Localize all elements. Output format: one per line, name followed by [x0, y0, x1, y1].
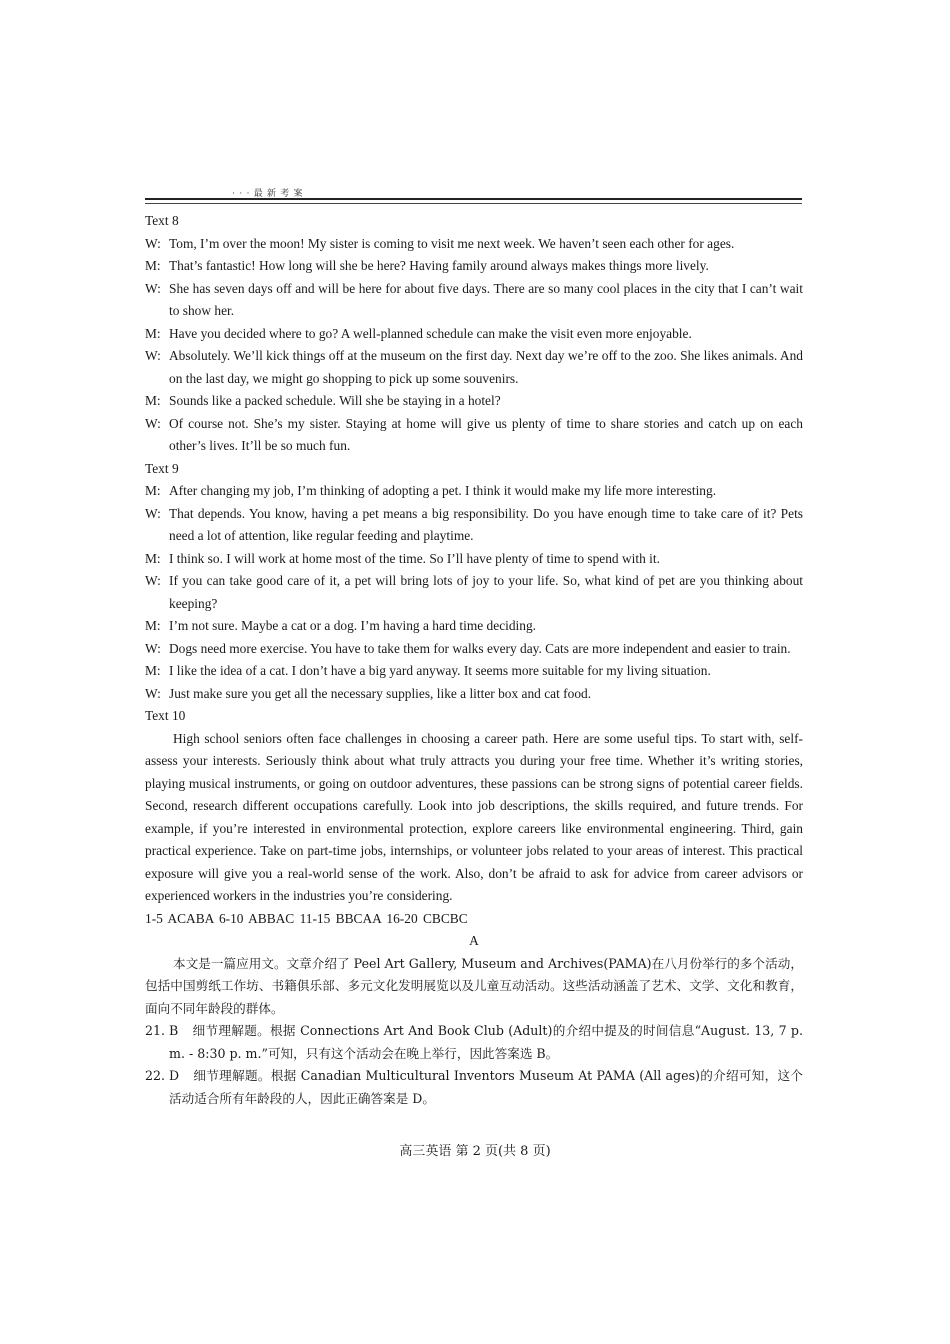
dialogue-line [145, 278, 803, 323]
speaker-label: W: [145, 640, 161, 656]
dialogue-line [145, 638, 803, 661]
dialogue-line [145, 503, 803, 548]
dialogue-text: Tom, I’m over the moon! My sister is coming to visit me next week. We haven’t seen each other for ages. [169, 235, 735, 251]
speaker-label: W: [145, 415, 161, 431]
text8-heading: Text 8 [145, 213, 179, 228]
dialogue-text: I’m not sure. Maybe a cat or a dog. I’m having a hard time deciding. [169, 618, 537, 633]
section-a-summary: 本文是一篇应用文。文章介绍了 Peel Art Gallery, Museum and Archives(PAMA)在八月份举行的多个活动，包括中国剪纸工作坊、书籍俱乐部、多元文化发明展览以及儿童互动活动。这些活动涵盖了艺术、文学、文化和教育，面向不同年龄段的群体。 [145, 955, 803, 1016]
text10-heading: Text 10 [145, 708, 186, 723]
answer-explanation [145, 1065, 803, 1110]
dialogue-line [145, 480, 803, 503]
dialogue-line [145, 570, 803, 615]
speaker-label: W: [145, 235, 161, 251]
speaker-label: W: [145, 685, 161, 701]
dialogue-line [145, 345, 803, 390]
explanation-text: 细节理解题。根据 Connections Art And Book Club (Adult)的介绍中提及的时间信息“August. 13, 7 p. m. - 8:30 p. m.”可知，只有这个活动会在晚上举行，因此答案选 B。 [169, 1023, 803, 1061]
section-a-title: A [469, 933, 479, 948]
speaker-label: W: [145, 505, 161, 521]
explanation-text: 细节理解题。根据 Canadian Multicultural Inventors Museum At PAMA (All ages)的介绍可知，这个活动适合所有年龄段的人，因此正确答案是 D。 [169, 1068, 803, 1106]
answer-number: 22. D [145, 1068, 180, 1083]
dialogue-line [145, 615, 803, 638]
text10-paragraph: High school seniors often face challenges in choosing a career path. Here are some useful tips. To start with, self-assess your interests. Seriously think about what truly attracts you during your free time. Whether it’s writing stories, playing musical instruments, or going on outdoor adventures, these passions can be strong signs of potential career fields. Second, research different occupations carefully. Look into job descriptions, the skills required, and future trends. For example, if you’re interested in environmental protection, explore careers like environmental engineering. Third, gain practical experience. Take on part-time jobs, internships, or volunteer jobs related to your areas of interest. This practical exposure will give you a real-world sense of the work. Also, don’t be afraid to ask for advice from career advisors or experienced workers in the industries you’re considering. [145, 730, 803, 903]
page-footer: 高三英语 第 2 页(共 8 页) [399, 1144, 551, 1159]
header-mark: · · · 最 新 考 案 [232, 188, 304, 198]
speaker-label: M: [145, 258, 161, 273]
dialogue-line [145, 683, 803, 706]
dialogue-line [145, 548, 803, 571]
dialogue-text: Just make sure you get all the necessary supplies, like a litter box and cat food. [169, 685, 592, 701]
dialogue-text: She has seven days off and will be here for about five days. There are so many cool places in the city that I can’t wait to show her. [169, 280, 803, 318]
dialogue-text: Dogs need more exercise. You have to take them for walks every day. Cats are more independent and easier to train. [169, 640, 791, 656]
speaker-label: W: [145, 280, 161, 296]
dialogue-line [145, 413, 803, 458]
dialogue-text: Of course not. She’s my sister. Staying at home will give us plenty of time to share stories and catch up on each other’s lives. It’ll be so much fun. [169, 415, 803, 453]
dialogue-text: Have you decided where to go? A well-planned schedule can make the visit even more enjoyable. [169, 325, 692, 341]
header-rule [145, 198, 802, 200]
dialogue-text: Sounds like a packed schedule. Will she be staying in a hotel? [169, 393, 501, 408]
text9-dialogue [145, 480, 803, 705]
text8-dialogue [145, 233, 803, 458]
dialogue-line [145, 233, 803, 256]
speaker-label: M: [145, 550, 161, 566]
speaker-label: M: [145, 393, 161, 408]
dialogue-line [145, 390, 803, 413]
dialogue-line [145, 255, 803, 278]
dialogue-text: I like the idea of a cat. I don’t have a big yard anyway. It seems more suitable for my living situation. [169, 663, 711, 678]
dialogue-text: That depends. You know, having a pet means a big responsibility. Do you have enough time to take care of it? Pets need a lot of attention, like regular feeding and playtime. [169, 505, 803, 543]
answer-number: 21. B [145, 1023, 179, 1038]
speaker-label: W: [145, 348, 161, 363]
dialogue-text: After changing my job, I’m thinking of adopting a pet. I think it would make my life more interesting. [169, 483, 717, 498]
dialogue-text: I think so. I will work at home most of the time. So I’ll have plenty of time to spend with it. [169, 550, 660, 566]
speaker-label: M: [145, 483, 161, 498]
dialogue-text: That’s fantastic! How long will she be here? Having family around always makes things more lively. [169, 258, 709, 273]
header-rule-thin [145, 203, 802, 204]
text9-heading: Text 9 [145, 460, 179, 476]
speaker-label: M: [145, 618, 161, 633]
speaker-label: M: [145, 325, 161, 341]
speaker-label: W: [145, 573, 161, 588]
dialogue-line [145, 660, 803, 683]
document-body [145, 210, 803, 1110]
speaker-label: M: [145, 663, 161, 678]
dialogue-text: Absolutely. We’ll kick things off at the museum on the first day. Next day we’re off to the zoo. She likes animals. And on the last day, we might go shopping to pick up some souvenirs. [169, 348, 803, 386]
answer-key-line: 1-5 ACABA 6-10 ABBAC 11-15 BBCAA 16-20 CBCBC [145, 910, 468, 926]
dialogue-text: If you can take good care of it, a pet will bring lots of joy to your life. So, what kind of pet are you thinking about keeping? [169, 573, 803, 611]
answer-explanation [145, 1020, 803, 1065]
dialogue-line [145, 323, 803, 346]
